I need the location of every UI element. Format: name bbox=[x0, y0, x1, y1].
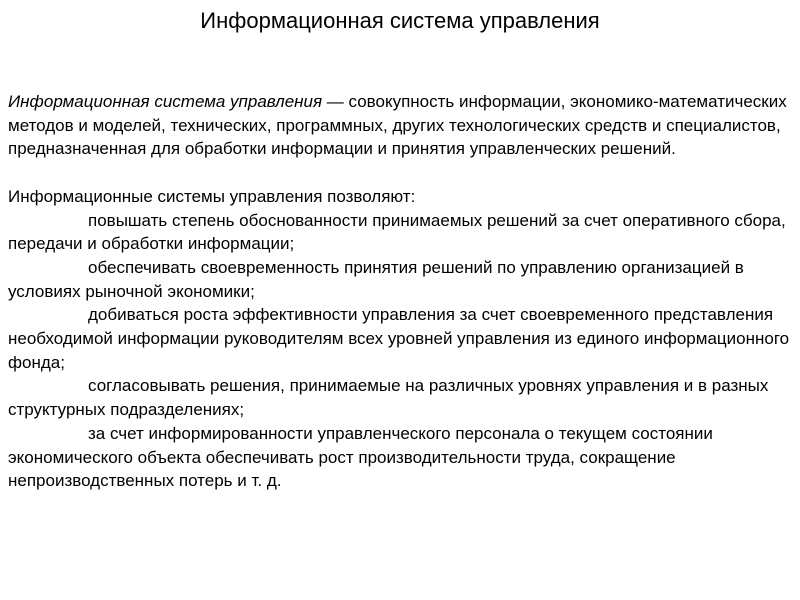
slide-body bbox=[8, 90, 793, 493]
list-item: за счет информированности управленческого персонала о текущем состоянии экономического объекта обеспечивать рост производительности труда, сокращение непроизводственных потерь и т. д. bbox=[8, 423, 713, 491]
slide-title: Информационная система управления bbox=[200, 8, 600, 33]
list-item: согласовывать решения, принимаемые на различных уровнях управления и в разных структурных подразделениях; bbox=[8, 376, 769, 420]
list-item: добиваться роста эффективности управления за счет своевременного представления необходимой информации руководителям всех уровней управления из единого информационного фонда; bbox=[8, 305, 790, 372]
list-item: повышать степень обоснованности принимаемых решений за счет оперативного сбора, передачи и обработки информации; bbox=[8, 210, 786, 254]
paragraph-spacer bbox=[8, 161, 793, 185]
capabilities-list bbox=[8, 209, 793, 493]
definition-text: — совокупность информации, экономико-математических методов и моделей, технических, программных, других технологических средств и специалистов, предназначенная для обработки информации и принятия управленческих решений. bbox=[8, 92, 787, 159]
definition-term: Информационная система управления bbox=[8, 92, 323, 111]
list-intro: Информационные системы управления позволяют: bbox=[8, 186, 416, 206]
list-item: обеспечивать своевременность принятия решений по управлению организацией в условиях рыночной экономики; bbox=[8, 257, 744, 301]
definition-paragraph bbox=[8, 90, 793, 161]
